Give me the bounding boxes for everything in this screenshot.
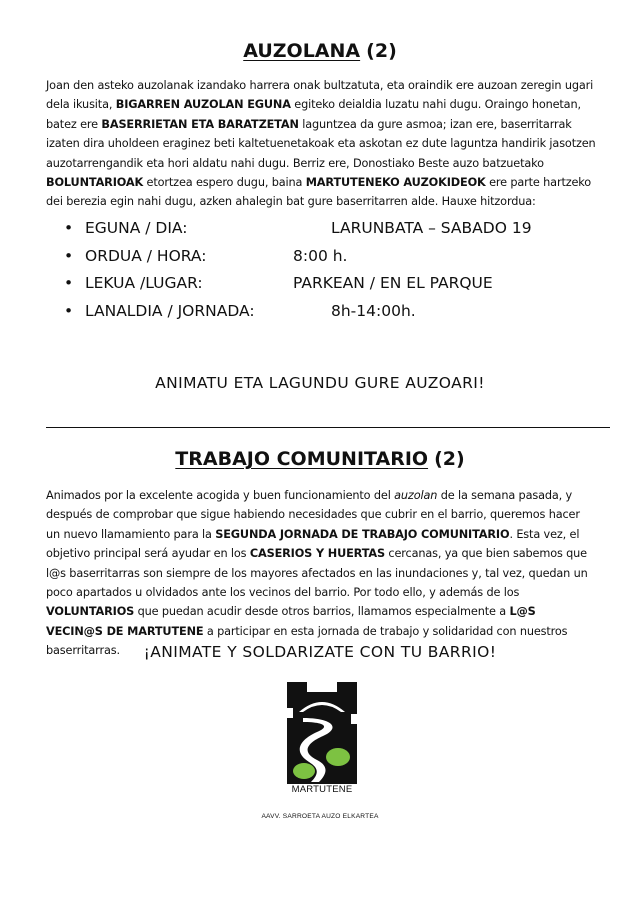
bold-phrase: MARTUTENEKO AUZOKIDEOK	[305, 176, 486, 190]
bold-phrase: BOLUNTARIOAK	[46, 176, 144, 190]
paragraph-text: Joan den asteko auzolanak izandako harrera onak bultzatuta, eta oraindik ere auzoan zeregin ugari dela ikusita,	[46, 79, 594, 112]
logo-notch	[287, 708, 293, 718]
schedule-row-place	[64, 274, 584, 302]
paragraph-text: que puedan acudir desde otros barrios, llamamos especialmente a	[134, 605, 510, 619]
paragraph-text: ere parte hartzeko dei berezia egin nahi dugu, azken ahalegin bat gure baserritarren alde. Hauxe hitzordua:	[46, 176, 592, 209]
schedule-list	[64, 219, 584, 329]
schedule-label: LEKUA /LUGAR:	[85, 274, 203, 292]
logo-green-hill	[293, 763, 315, 779]
bullet-icon: •	[64, 301, 74, 320]
section2-title-text: TRABAJO COMUNITARIO	[175, 448, 429, 470]
footer-text: AAVV. SARROETA AUZO ELKARTEA	[261, 813, 379, 820]
schedule-row-time	[64, 247, 584, 275]
section2-title-number: (2)	[434, 448, 465, 470]
schedule-value: PARKEAN / EN EL PARQUE	[293, 274, 493, 292]
schedule-row-hours	[64, 302, 584, 330]
section2-paragraph	[46, 486, 596, 661]
paragraph-text: etortzea espero dugu, baina	[143, 176, 306, 190]
bullet-icon: •	[64, 274, 74, 292]
section1-title-text: AUZOLANA	[243, 40, 361, 62]
bullet-icon: •	[64, 219, 74, 237]
section1-paragraph	[46, 76, 596, 212]
bold-phrase: VOLUNTARIOS	[46, 605, 135, 619]
paragraph-text: cercanas, ya que bien sabemos que l@s baserritarras son siempre de los mayores afectados en las inundaciones y, tal vez, quedan un poco apartados u olvidados ante los vecinos del barrio. Por todo ello, y además de los	[46, 547, 588, 600]
logo-notch	[307, 682, 337, 692]
bold-phrase: L@S VECIN@S DE MARTUTENE	[46, 605, 536, 638]
schedule-value: 8h-14:00h.	[331, 301, 416, 320]
schedule-label: EGUNA / DIA:	[85, 219, 188, 237]
bold-phrase: SEGUNDA JORNADA DE TRABAJO COMUNITARIO	[215, 527, 510, 541]
section1-title	[0, 40, 640, 62]
bullet-icon: •	[64, 246, 74, 265]
bold-phrase: BIGARREN AUZOLAN EGUNA	[115, 98, 291, 112]
paragraph-text: de la semana pasada, y después de comprobar que sigue habiendo necesidades que cubrir en el barrio, queremos hacer un nuevo llamamiento para la	[46, 489, 580, 541]
paragraph-text: Animados por la excelente acogida y buen funcionamiento del	[46, 489, 395, 502]
italic-phrase: auzolan	[394, 489, 438, 502]
paragraph-text: laguntzea da gure asmoa; izan ere, baserritarrak izaten dira uholdeen eraginez beti kaltetuenetakoak eta askotan ez dute laguntza handirik jasotzen auzotarrengandik eta hori aldatu nahi dugu. Berriz ere, Donostiako Beste auzo batzuetako	[46, 117, 596, 170]
martutene-logo-icon	[283, 678, 361, 796]
section-divider	[46, 427, 610, 428]
schedule-label: ORDUA / HORA:	[85, 246, 207, 265]
paragraph-text: . Esta vez, el objetivo principal será ayudar en los	[46, 527, 580, 561]
logo-notch	[351, 714, 357, 724]
bold-phrase: CASERIOS Y HUERTAS	[249, 547, 385, 561]
section1-title-number: (2)	[366, 40, 397, 62]
section1-call-to-action: ANIMATU ETA LAGUNDU GURE AUZOARI!	[155, 374, 485, 392]
schedule-label: LANALDIA / JORNADA:	[85, 301, 255, 320]
logo-green-hill	[326, 748, 350, 766]
section2-title	[0, 448, 640, 470]
bold-phrase: BASERRIETAN ETA BARATZETAN	[101, 117, 299, 131]
logo-caption: MARTUTENE	[291, 784, 353, 795]
section2-call-to-action: ¡ANIMATE Y SOLDARIZATE CON TU BARRIO!	[143, 643, 497, 661]
schedule-value: LARUNBATA – SABADO 19	[331, 219, 532, 237]
paragraph-text: a participar en esta jornada de trabajo y solidaridad con nuestros baserritarras.	[46, 624, 568, 658]
paragraph-text: egiteko deialdia luzatu nahi dugu. Oraingo honetan, batez ere	[46, 98, 581, 131]
schedule-value: 8:00 h.	[293, 246, 348, 265]
schedule-row-day	[64, 219, 584, 247]
